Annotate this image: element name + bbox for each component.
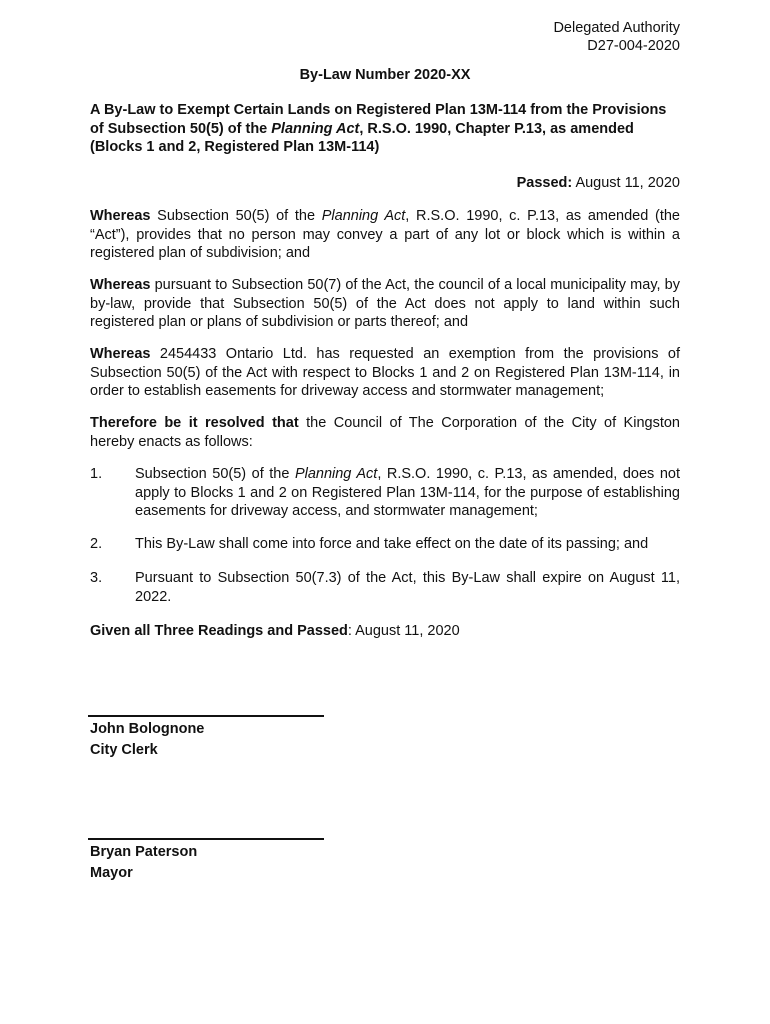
signatory-title: City Clerk — [90, 742, 158, 758]
signature-block-mayor — [90, 842, 197, 884]
list-item-text: Pursuant to Subsection 50(7.3) of the Act, this By-Law shall expire on August 11, 2022. — [135, 570, 680, 605]
list-item-number: 1. — [90, 466, 103, 482]
whereas-paragraph-1 — [90, 207, 680, 263]
resolved-lead: Therefore be it resolved that — [90, 415, 299, 431]
given-line — [90, 622, 680, 641]
signature-block-clerk — [90, 719, 204, 761]
list-item — [90, 535, 680, 554]
whereas2-text: pursuant to Subsection 50(7) of the Act, the council of a local municipality may, by by-law, provide that Subsection 50(5) of the Act does not apply to land within such registered plan or plans of subdivision or parts thereof; and — [90, 277, 680, 330]
signature-line-mayor — [88, 838, 324, 840]
bylaw-title: By-Law Number 2020-XX — [299, 67, 471, 83]
item1-text-1: Subsection 50(5) of the — [135, 466, 295, 482]
whereas1-text-2: , R.S.O. 1990, c. P.13, as amended (the “Act”), provides that no person may convey a part of any lot or block which is within a registered plan of subdivision; and — [90, 208, 680, 261]
signature-line-clerk — [88, 715, 324, 717]
whereas-lead: Whereas — [90, 208, 151, 224]
passed-label: Passed: — [516, 175, 573, 191]
whereas-lead: Whereas — [90, 346, 151, 362]
whereas-paragraph-2 — [90, 276, 680, 332]
header-reference — [553, 19, 680, 55]
subject-act-name: Planning Act — [271, 120, 360, 137]
signatory-name: John Bolognone — [90, 721, 205, 737]
passed-line — [90, 174, 680, 193]
whereas-paragraph-3 — [90, 345, 680, 401]
signatory-name: Bryan Paterson — [90, 844, 198, 860]
list-item — [90, 569, 680, 606]
delegated-authority-label: Delegated Authority — [553, 20, 680, 36]
bylaw-subject — [90, 101, 680, 157]
item1-text-2: , R.S.O. 1990, c. P.13, as amended, does not apply to Blocks 1 and 2 on Registered Plan 13M-114, for the purpose of establishing easements for driveway access, and stormwater management; — [135, 466, 680, 519]
list-item-number: 3. — [90, 570, 103, 586]
list-item-number: 2. — [90, 536, 103, 552]
subject-text-2: , R.S.O. 1990, Chapter P.13, as amended (Blocks 1 and 2, Registered Plan 13M-114) — [90, 120, 634, 155]
given-label: Given all Three Readings and Passed — [90, 623, 348, 639]
item1-act-name: Planning Act — [294, 466, 378, 482]
resolved-paragraph — [90, 414, 680, 451]
given-date: : August 11, 2020 — [347, 623, 460, 639]
file-number: D27-004-2020 — [587, 38, 680, 54]
list-item-text: This By-Law shall come into force and take effect on the date of its passing; and — [135, 536, 649, 552]
subject-text-1: A By-Law to Exempt Certain Lands on Registered Plan 13M-114 from the Provisions of Subsection 50(5) of the — [90, 102, 667, 137]
whereas1-act-name: Planning Act — [321, 208, 406, 224]
whereas1-text-1: Subsection 50(5) of the — [150, 208, 322, 224]
passed-date: August 11, 2020 — [572, 175, 680, 191]
whereas-lead: Whereas — [90, 277, 151, 293]
resolved-text: the Council of The Corporation of the City of Kingston hereby enacts as follows: — [90, 415, 680, 450]
signatory-title: Mayor — [90, 865, 133, 881]
whereas3-text: 2454433 Ontario Ltd. has requested an exemption from the provisions of Subsection 50(5) of the Act with respect to Blocks 1 and 2 on Registered Plan 13M-114, in order to establish easements for driveway access and stormwater management; — [90, 346, 680, 399]
list-item-text — [135, 465, 680, 521]
list-item — [90, 465, 680, 521]
